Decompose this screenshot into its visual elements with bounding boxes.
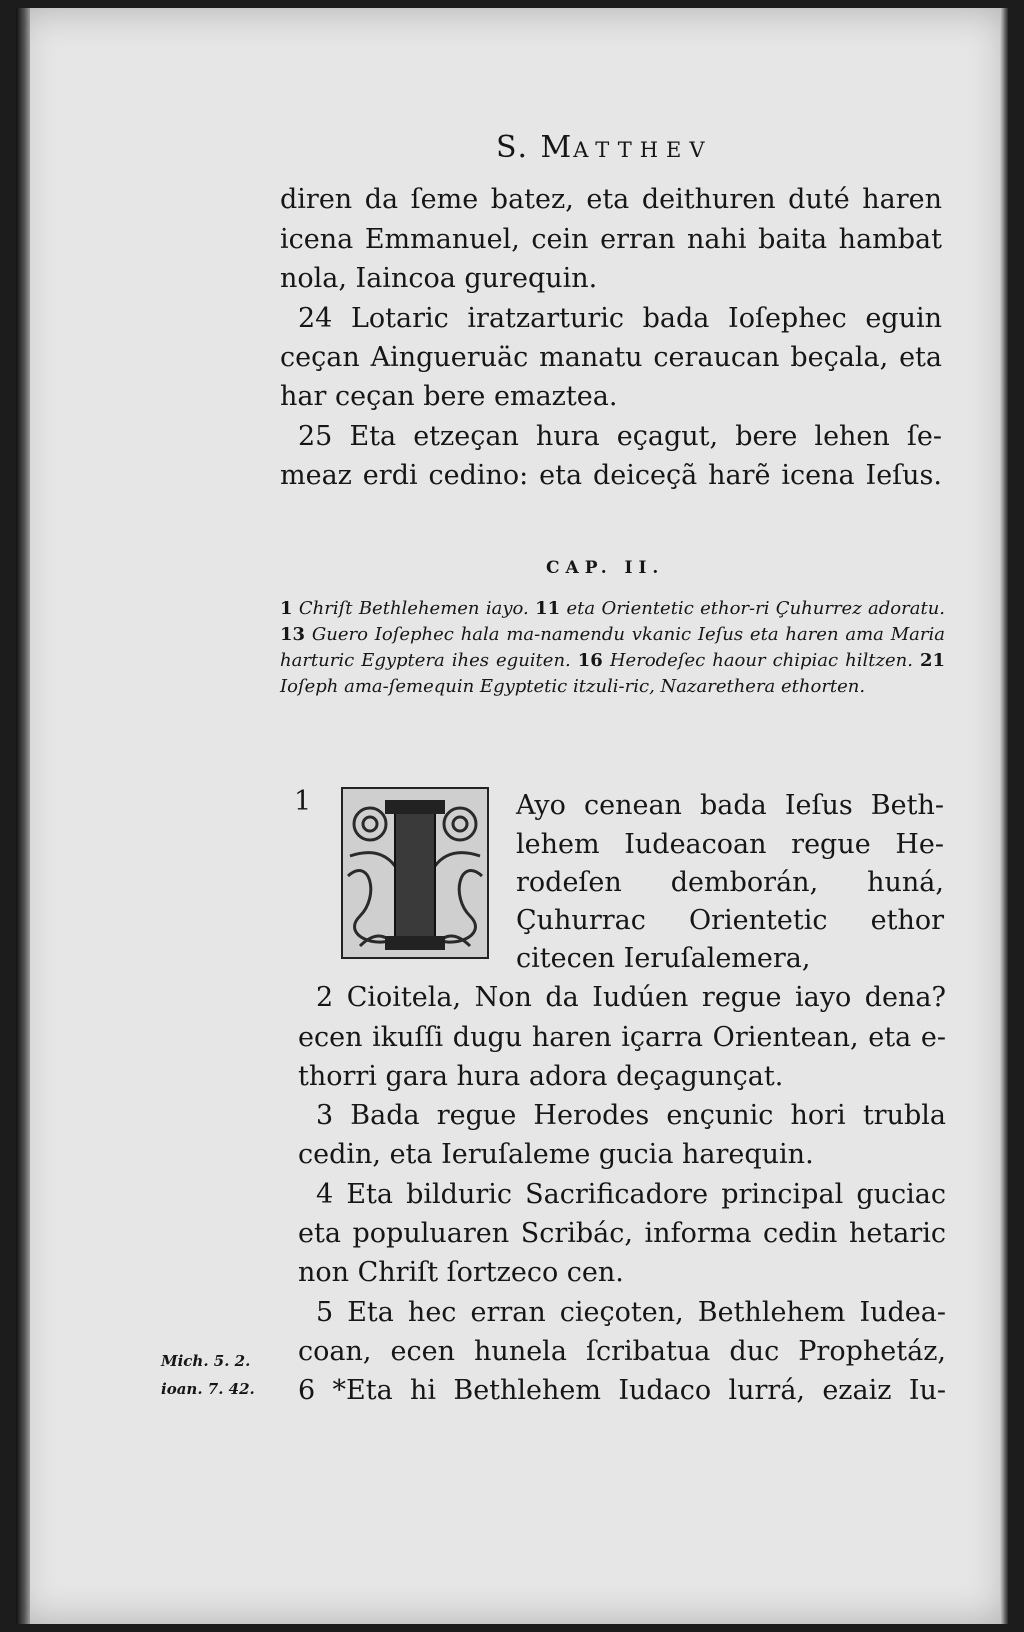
- chapter-summary: [280, 596, 945, 700]
- verse-1-number: 1: [294, 786, 312, 817]
- text-line: har ceçan bere emaztea.: [280, 381, 618, 412]
- chapter-heading: CAP. II.: [546, 558, 665, 578]
- text-line: non Chriſt ſortzeco cen.: [298, 1257, 624, 1288]
- verse-24-start: 24 Lotaric iratzarturic bada Ioſephec eguin: [298, 303, 942, 334]
- verse-2-start: 2 Cioitela, Non da Iudúen regue iayo dena?: [316, 982, 946, 1013]
- verse-4-start: 4 Eta bilduric Sacrificadore principal guciac: [316, 1179, 946, 1210]
- book-page: [16, 8, 1008, 1624]
- summary-number: 13: [280, 624, 306, 645]
- verse-25-start: 25 Eta etzeçan hura eçagut, bere lehen ſe-: [298, 421, 942, 452]
- text-line: nola, Iaincoa gurequin.: [280, 263, 598, 294]
- text-line: coan, ecen hunela ſcribatua duc Prophetáz,: [298, 1336, 946, 1367]
- text-line: diren da ſeme batez, eta deithuren duté haren: [280, 184, 942, 215]
- text-line: ceçan Aingueruäc manatu ceraucan beçala, eta: [280, 342, 942, 373]
- summary-text: Ioſeph ama-ſemequin Egyptetic itzuli-ric, Nazarethera ethorten.: [280, 676, 866, 697]
- text-line: citecen Ieruſalemera,: [516, 943, 811, 974]
- text-line: Çuhurrac Orientetic ethor: [516, 905, 944, 936]
- summary-number: 21: [919, 650, 945, 671]
- summary-number: 11: [535, 598, 561, 619]
- text-line: eta populuaren Scribác, informa cedin hetaric: [298, 1218, 946, 1249]
- verse-5-start: 5 Eta hec erran cieçoten, Bethlehem Iudea-: [316, 1297, 946, 1328]
- decorated-initial-i: [340, 786, 490, 960]
- margin-reference: ioan. 7. 42.: [161, 1380, 255, 1398]
- running-head-rest: ATTHEV: [573, 138, 713, 162]
- text-line: meaz erdi cedino: eta deiceçã harẽ icena Ieſus.: [280, 460, 942, 491]
- book-spine: [16, 8, 30, 1624]
- summary-number: 1: [280, 598, 293, 619]
- verse-6-start: 6 *Eta hi Bethlehem Iudaco lurrá, ezaiz Iu-: [298, 1375, 946, 1406]
- text-line: lehem Iudeacoan regue He-: [516, 829, 944, 860]
- text-line: thorri gara hura adora deçagunçat.: [298, 1061, 784, 1092]
- summary-text: Guero Ioſephec hala ma-namendu vkanic Ieſus eta haren ama Maria harturic Egyptera ihes eguiten.: [280, 624, 945, 671]
- margin-reference: Mich. 5. 2.: [161, 1352, 251, 1370]
- summary-text: Chriſt Bethlehemen iayo.: [298, 598, 529, 619]
- text-line: Ayo cenean bada Ieſus Beth-: [516, 790, 944, 821]
- summary-text: eta Orientetic ethor-ri Çuhurrez adoratu.: [566, 598, 946, 619]
- summary-number: 16: [577, 650, 603, 671]
- running-head-initial: S. M: [496, 130, 574, 165]
- running-head: [496, 130, 713, 165]
- text-line: cedin, eta Ieruſaleme gucia harequin.: [298, 1139, 814, 1170]
- text-line: rodeſen demborán, huná,: [516, 867, 944, 898]
- verse-3-start: 3 Bada regue Herodes ençunic hori trubla: [316, 1100, 946, 1131]
- page-edge: [1000, 8, 1008, 1624]
- summary-text: Herodeſec haour chipiac hiltzen.: [609, 650, 913, 671]
- text-line: icena Emmanuel, cein erran nahi baita hambat: [280, 224, 942, 255]
- text-line: ecen ikuſſi dugu haren içarra Orientean, eta e-: [298, 1022, 946, 1053]
